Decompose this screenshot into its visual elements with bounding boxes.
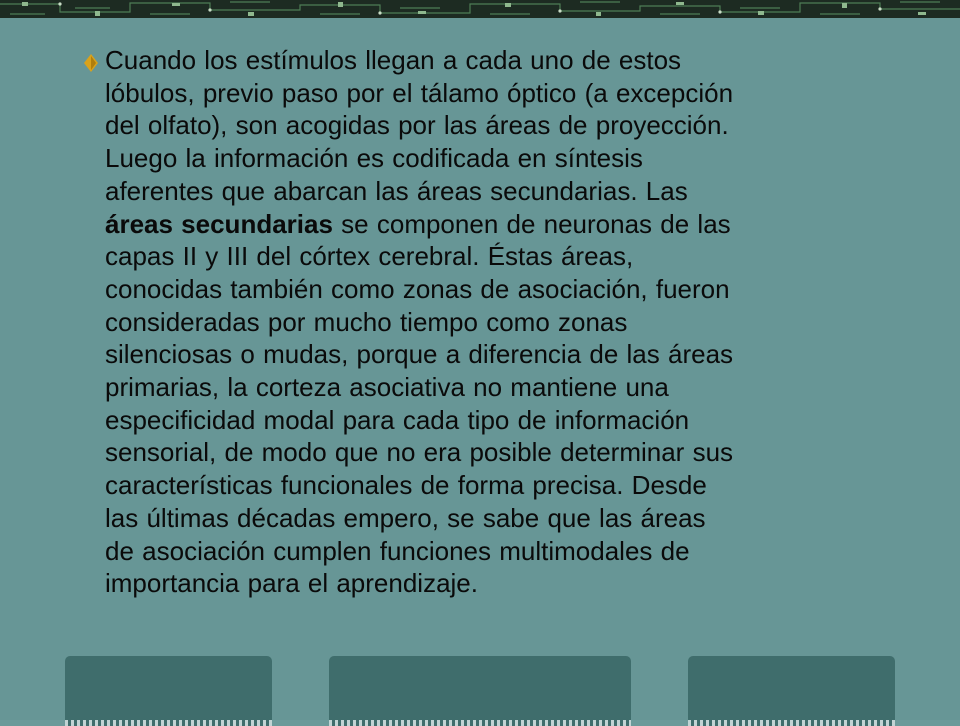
- circuit-banner: [0, 0, 960, 18]
- text-line: se componen de neuronas de las: [341, 208, 731, 239]
- text-line: del olfato), son acogidas por las áreas de proyección.: [105, 110, 729, 141]
- text-line: las últimas décadas empero, se sabe que las áreas: [105, 502, 706, 533]
- text-line: especificidad modal para cada tipo de información: [105, 404, 690, 435]
- text-line: consideradas por mucho tiempo como zonas: [105, 306, 628, 337]
- footer-tab-right: [688, 656, 895, 726]
- circuit-pattern-icon: [0, 0, 960, 18]
- text-line: aferentes que abarcan las áreas secundarias. Las: [105, 175, 688, 206]
- text-line: Cuando los estímulos llegan a cada uno de estos: [105, 45, 682, 75]
- text-line: capas II y III del córtex cerebral. Éstas áreas,: [105, 241, 634, 272]
- text-line: de asociación cumplen funciones multimodales de: [105, 535, 690, 566]
- text-line: sensorial, de modo que no era posible determinar sus: [105, 437, 734, 468]
- text-line: lóbulos, previo paso por el tálamo óptico (a excepción: [105, 77, 734, 108]
- slide-content: [0, 18, 960, 720]
- footer-tab-left: [65, 656, 272, 726]
- text-line: conocidas también como zonas de asociación, fueron: [105, 273, 730, 304]
- text-line: silenciosas o mudas, porque a diferencia de las áreas: [105, 339, 734, 370]
- diamond-bullet-icon: [84, 54, 98, 72]
- text-line: primarias, la corteza asociativa no mantiene una: [105, 372, 669, 403]
- text-line: Luego la información es codificada en síntesis: [105, 143, 643, 174]
- text-line: características funcionales de forma precisa. Desde: [105, 470, 707, 501]
- text-line: importancia para el aprendizaje.: [105, 568, 478, 599]
- footer-tab-center: [329, 656, 631, 726]
- bold-term: áreas secundarias: [105, 208, 333, 239]
- bullet-text: [105, 44, 885, 600]
